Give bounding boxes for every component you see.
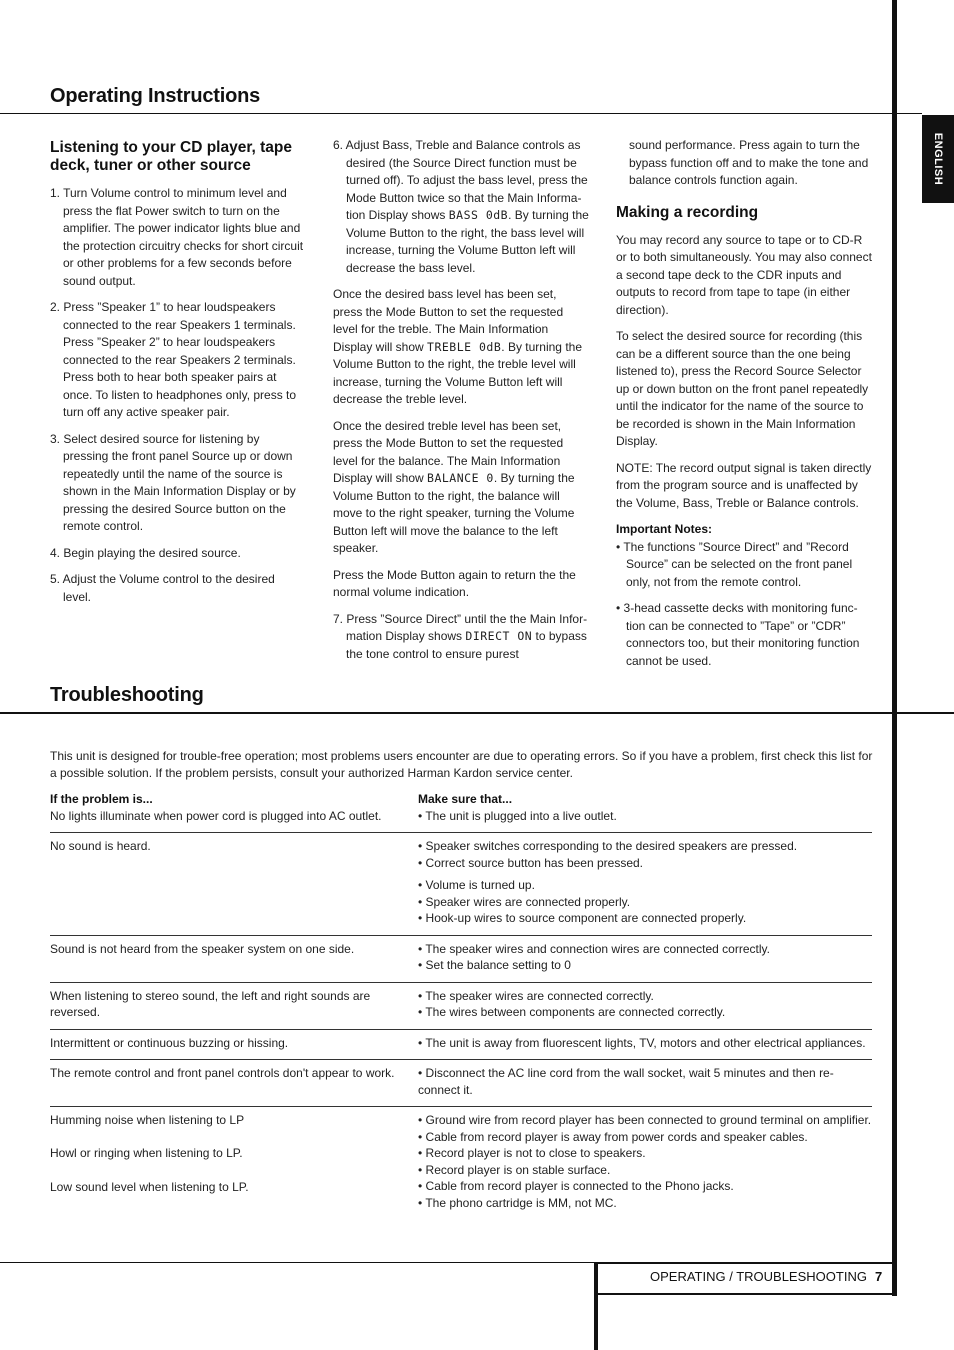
- solution-text: • Cable from record player is away from power cords and speaker cables.: [418, 1129, 808, 1144]
- solution-text: • The wires between components are connected correctly.: [418, 1005, 726, 1019]
- problem-text: Sound is not heard from the speaker system on one side.: [50, 935, 418, 982]
- step-7: [333, 611, 589, 664]
- step-4: 4. Begin playing the desired source.: [50, 545, 241, 560]
- solution-text: • Volume is turned up.: [418, 878, 535, 892]
- table-row: [50, 833, 872, 936]
- solution-text: • The speaker wires are connected correctly.: [418, 988, 654, 1003]
- solution-column-header: Make sure that...: [418, 792, 513, 806]
- step-6: [333, 137, 589, 277]
- problem-text: No sound is heard.: [50, 833, 418, 936]
- table-cell-solution: [418, 791, 872, 833]
- listening-heading: Listening to your CD player, tape deck, tuner or other source: [50, 139, 293, 174]
- step-7-text-end: to bypass the tone control to ensure purest: [346, 629, 587, 661]
- display-code-balance: BALANCE 0: [427, 471, 494, 485]
- section-title-operating: Operating Instructions: [50, 85, 261, 107]
- mode-return-paragraph: Press the Mode Button again to return the the normal volume indication.: [333, 567, 576, 599]
- footer-box-top: [597, 1262, 896, 1264]
- important-note-2: • 3-head cassette decks with monitoring func-tion can be connected to ”Tape” or ”CDR” connectors too, but their monitoring function cannot be used.: [616, 601, 860, 668]
- solution-text: • Record player is on stable surface.: [418, 1162, 611, 1177]
- problem-text: Intermittent or continuous buzzing or hissing.: [50, 1029, 418, 1060]
- listening-steps: [50, 185, 306, 606]
- problem-column-header: If the problem is...: [50, 792, 153, 806]
- table-row: [50, 1060, 872, 1107]
- solution-text: • Correct source button has been pressed.: [418, 855, 643, 870]
- solution-text: • The unit is away from fluorescent lights, TV, motors and other electrical appliances.: [418, 1029, 872, 1060]
- problem-text: Low sound level when listening to LP.: [50, 1180, 249, 1194]
- problem-text: Howl or ringing when listening to LP.: [50, 1146, 243, 1160]
- footer-vertical-bar: [594, 1262, 598, 1350]
- solution-text: • Cable from record player is connected to the Phono jacks.: [418, 1179, 734, 1193]
- important-notes-title: Important Notes:: [616, 522, 712, 536]
- recording-paragraph-1: You may record any source to tape or to CD-R or to both simultaneously. You may also connect a second tape deck to the CDR inputs and outputs to record from tape to tape (in either direction).: [616, 232, 872, 317]
- recording-paragraph-2: To select the desired source for recording (this can be a different source than the one being listened to), press the Record Source Selector up or down button on the front panel repeatedly until the indicator for the name of the source to be recorded is shown in the Main Information Display.: [616, 329, 869, 448]
- step-7-continued: sound performance. Press again to turn the bypass function off and to make the tone and balance controls function again.: [629, 138, 869, 187]
- display-code-treble: TREBLE 0dB: [427, 339, 502, 354]
- language-tab-label: ENGLISH: [932, 132, 944, 186]
- solution-text: • Disconnect the AC line cord from the wall socket, wait 5 minutes and then re-connect it.: [418, 1060, 872, 1107]
- table-row: [50, 791, 872, 833]
- recording-heading: Making a recording: [616, 203, 759, 221]
- section-rule-operating: [0, 113, 922, 114]
- problem-text: The remote control and front panel controls don't appear to work.: [50, 1060, 418, 1107]
- column-2: [333, 137, 589, 672]
- step-2: 2. Press ”Speaker 1” to hear loudspeakers connected to the rear Speakers 1 terminals. Press ”Speaker 2” to hear loudspeakers connected to the rear Speakers 2 terminals. Press both to hear both speaker pairs at once. To listen to headphones only, press to turn off any active speaker pair.: [50, 300, 297, 419]
- column-3: [616, 137, 872, 679]
- footer-section-name: OPERATING / TROUBLESHOOTING: [650, 1269, 867, 1284]
- solution-text: • Record player is not to close to speakers.: [418, 1146, 646, 1160]
- page-number: 7: [874, 1269, 883, 1284]
- step-7-text: 7. Press ”Source Direct” until the the Main Infor-mation Display shows: [333, 611, 588, 643]
- display-code-direct: DIRECT ON: [465, 629, 533, 643]
- table-cell-problem: [50, 1107, 418, 1220]
- balance-text: Once the desired treble level has been set, press the Mode Button to set the requested level for the balance. The Main Information Display will show: [333, 418, 564, 485]
- table-cell-problem: [50, 791, 418, 833]
- step-6-text-end: . By turning the Volume Button to the right, the bass level will increase, turning the Volume Button left will decrease the bass level.: [346, 208, 589, 275]
- solution-text: • Speaker wires are connected properly.: [418, 894, 631, 909]
- solution-text: • Hook-up wires to source component are connected properly.: [418, 911, 747, 925]
- problem-text: Humming noise when listening to LP: [50, 1113, 245, 1127]
- table-cell-solution: [418, 982, 872, 1029]
- step-6-text: 6. Adjust Bass, Treble and Balance controls as desired (the Source Direct function must be turned off). To adjust the bass level, press the Mode Button twice so that the Main Informa-tion Display shows: [333, 138, 588, 222]
- balance-paragraph: [333, 418, 589, 558]
- table-cell-solution: [418, 833, 872, 936]
- balance-text-end: . By turning the Volume Button to the right, the balance will move to the right speaker, turning the Volume Button left will move the balance to the left speaker.: [333, 471, 575, 555]
- table-cell-solution: [418, 1107, 872, 1220]
- treble-text-end: . By turning the Volume Button to the right, the treble level will increase, turning the Volume Button left will decrease the treble level.: [333, 339, 582, 406]
- footer-label: [650, 1269, 882, 1284]
- solution-text: • Speaker switches corresponding to the desired speakers are pressed.: [418, 839, 798, 853]
- troubleshooting-intro: This unit is designed for trouble-free operation; most problems users encounter are due to operating errors. So if you have a problem, first check this list for a possible solution. If the problem persists, consult your authorized Harman Kardon service center.: [50, 749, 873, 780]
- problem-text: When listening to stereo sound, the left and right sounds are reversed.: [50, 982, 418, 1029]
- recording-note: NOTE: The record output signal is taken directly from the program source and is unaffected by the Volume, Bass, Treble or Balance controls.: [616, 460, 872, 510]
- table-row: [50, 1029, 872, 1060]
- adjust-steps: [333, 137, 589, 277]
- troubleshooting-table: [50, 791, 872, 1219]
- footer-rule: [0, 1262, 597, 1263]
- solution-text: • Ground wire from record player has been connected to ground terminal on amplifier.: [418, 1113, 872, 1127]
- column-1: [50, 139, 306, 615]
- solution-text: • The speaker wires and connection wires are connected correctly.: [418, 941, 770, 956]
- step-1: 1. Turn Volume control to minimum level and press the flat Power switch to turn on the amplifier. The power indicator lights blue and the protection circuitry checks for short circuit or other problems for a few seconds before sound output.: [50, 186, 304, 288]
- problem-text: No lights illuminate when power cord is plugged into AC outlet.: [50, 808, 382, 823]
- right-margin-bar: [892, 0, 897, 1296]
- solution-text: • The unit is plugged into a live outlet.: [418, 808, 617, 823]
- solution-text: • Set the balance setting to 0: [418, 958, 571, 972]
- table-row: [50, 935, 872, 982]
- display-code-bass: BASS 0dB: [448, 208, 509, 222]
- language-tab: [922, 115, 954, 203]
- footer-box-bottom: [597, 1293, 896, 1295]
- step-5: 5. Adjust the Volume control to the desired level.: [50, 572, 275, 604]
- treble-text: Once the desired bass level has been set, press the Mode Button to set the requested level for the treble. The Main Information Display will show: [333, 287, 564, 354]
- solution-text: • The phono cartridge is MM, not MC.: [418, 1195, 617, 1210]
- table-cell-solution: [418, 935, 872, 982]
- section-rule-troubleshooting: [0, 712, 954, 714]
- step-3: 3. Select desired source for listening by pressing the front panel Source up or down repeatedly until the name of the source is shown in the Main Information Display or by pressing the desired Source button on the remote control.: [50, 431, 296, 533]
- table-row: [50, 1107, 872, 1220]
- important-note-1: • The functions ”Source Direct” and ”Record Source” can be selected on the front panel only, not from the remote control.: [616, 539, 853, 589]
- section-title-troubleshooting: Troubleshooting: [50, 684, 204, 706]
- table-row: [50, 982, 872, 1029]
- treble-paragraph: [333, 286, 589, 409]
- direct-steps: [333, 611, 589, 664]
